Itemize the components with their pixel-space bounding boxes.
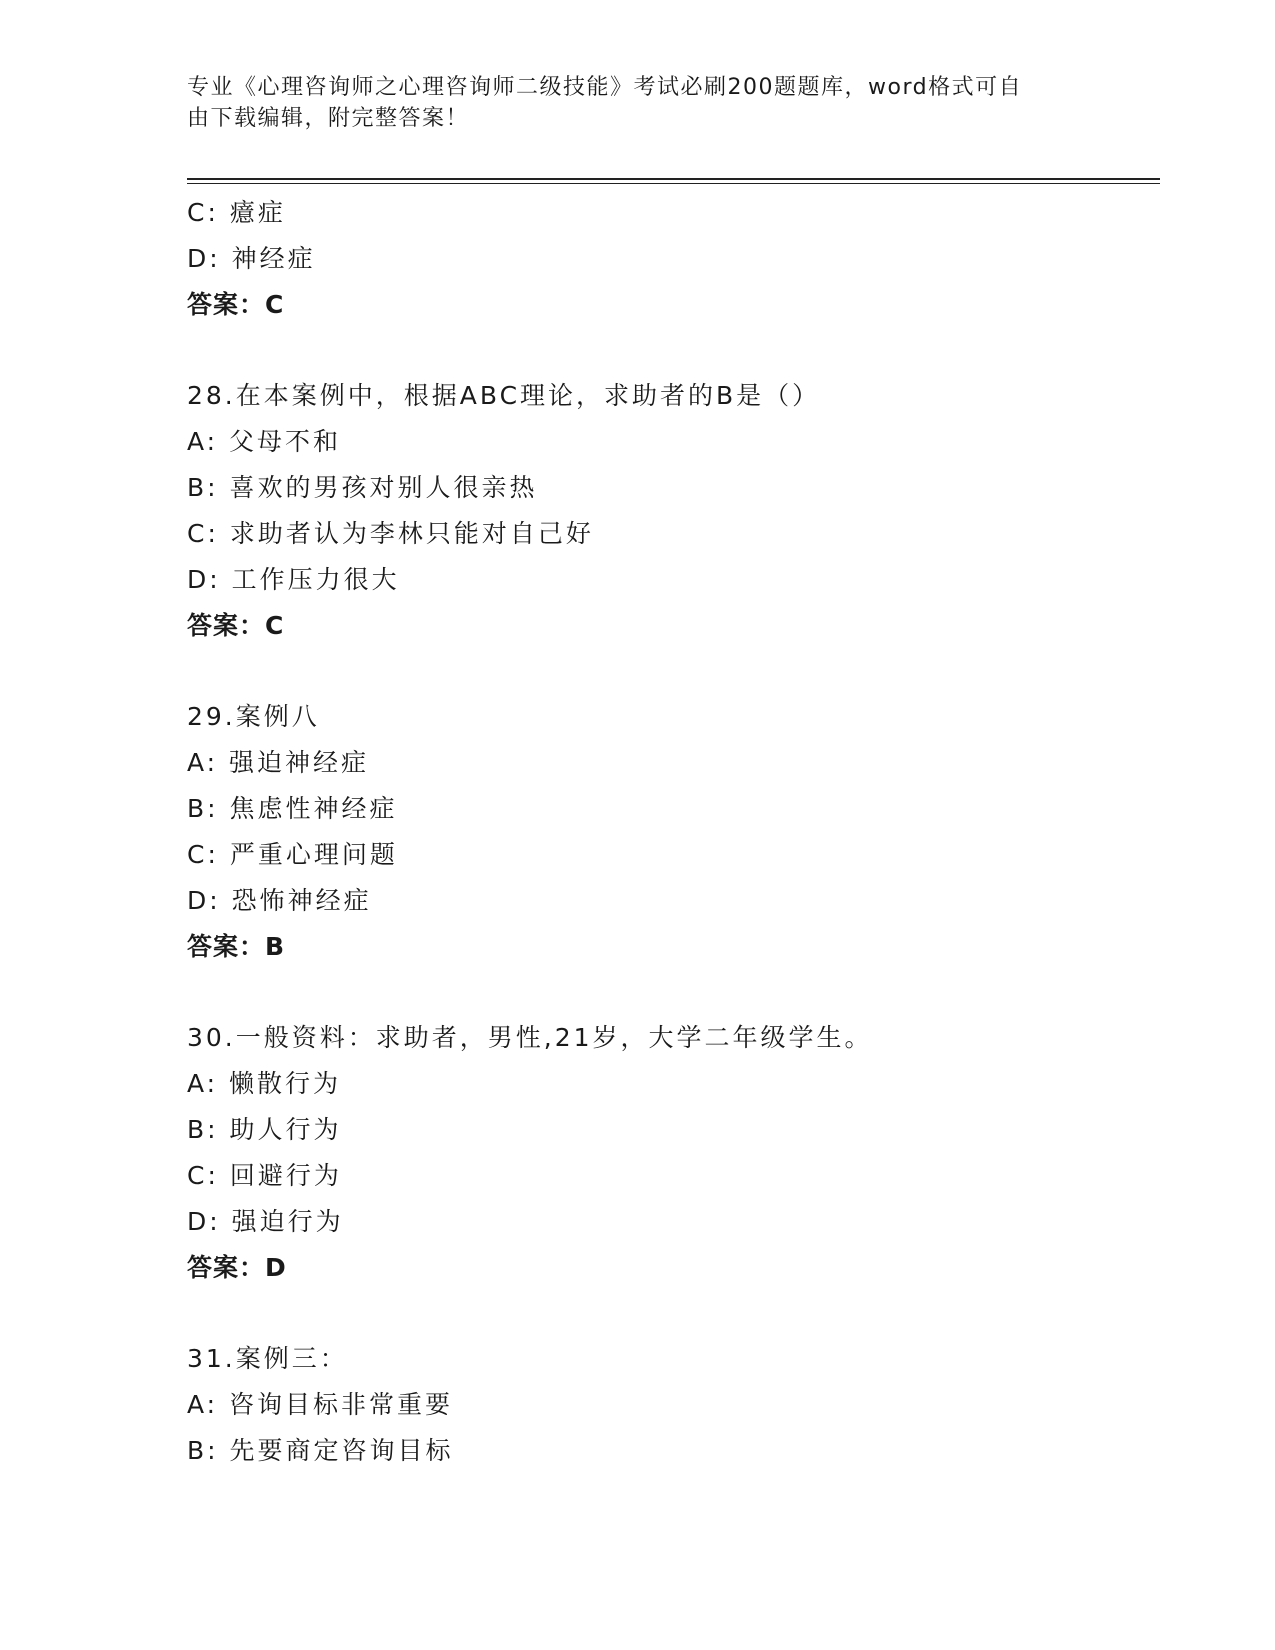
option-b	[187, 1428, 1147, 1474]
option-text: 癔症	[229, 198, 286, 227]
option-c	[187, 511, 1147, 557]
option-b	[187, 1107, 1147, 1153]
header-line-1: 专业《心理咨询师之心理咨询师二级技能》考试必刷200题题库，word格式可自	[187, 75, 1023, 100]
option-label: D:	[187, 244, 221, 273]
option-label: D:	[187, 1207, 221, 1236]
option-text: 咨询目标非常重要	[229, 1390, 454, 1419]
option-text: 神经症	[231, 244, 316, 273]
option-label: D:	[187, 565, 221, 594]
option-text: 懒散行为	[229, 1069, 342, 1098]
option-label: B:	[187, 794, 219, 823]
question-stem: 29.案例八	[187, 702, 320, 731]
option-a	[187, 740, 1147, 786]
option-text: 工作压力很大	[231, 565, 400, 594]
option-text: 先要商定咨询目标	[229, 1436, 454, 1465]
option-text: 父母不和	[229, 427, 342, 456]
option-b	[187, 786, 1147, 832]
answer-line: 答案：C	[187, 611, 285, 640]
option-label: C:	[187, 1161, 219, 1190]
option-text: 求助者认为李林只能对自己好	[229, 519, 594, 548]
option-text: 强迫神经症	[229, 748, 370, 777]
option-text: 强迫行为	[231, 1207, 344, 1236]
option-text: 严重心理问题	[229, 840, 398, 869]
header-line-2: 由下载编辑，附完整答案！	[187, 106, 470, 131]
question-31	[187, 1336, 1147, 1474]
option-b	[187, 465, 1147, 511]
option-label: B:	[187, 473, 219, 502]
option-label: D:	[187, 886, 221, 915]
answer-line: 答案：D	[187, 1253, 287, 1282]
option-label: C:	[187, 519, 219, 548]
question-29	[187, 694, 1147, 970]
option-d	[187, 878, 1147, 924]
option-label: A:	[187, 748, 219, 777]
option-label: B:	[187, 1115, 219, 1144]
question-list	[187, 190, 1147, 1474]
option-c	[187, 1153, 1147, 1199]
option-d	[187, 236, 1147, 282]
header-divider	[187, 178, 1160, 184]
option-text: 助人行为	[229, 1115, 342, 1144]
option-c	[187, 832, 1147, 878]
option-label: A:	[187, 427, 219, 456]
option-label: C:	[187, 840, 219, 869]
question-stem: 30.一般资料：求助者，男性,21岁，大学二年级学生。	[187, 1023, 873, 1052]
option-label: B:	[187, 1436, 219, 1465]
answer-line: 答案：B	[187, 932, 286, 961]
question-30	[187, 1015, 1147, 1291]
option-a	[187, 1382, 1147, 1428]
option-label: C:	[187, 198, 219, 227]
option-text: 焦虑性神经症	[229, 794, 398, 823]
option-a	[187, 419, 1147, 465]
question-28	[187, 373, 1147, 649]
option-d	[187, 557, 1147, 603]
option-label: A:	[187, 1069, 219, 1098]
option-a	[187, 1061, 1147, 1107]
option-text: 喜欢的男孩对别人很亲热	[229, 473, 538, 502]
answer-line: 答案：C	[187, 290, 285, 319]
question-stem: 31.案例三：	[187, 1344, 348, 1373]
document-header	[187, 72, 1067, 134]
option-text: 恐怖神经症	[231, 886, 372, 915]
question-stem: 28.在本案例中，根据ABC理论，求助者的B是（）	[187, 381, 821, 410]
option-d	[187, 1199, 1147, 1245]
question-fragment	[187, 190, 1147, 328]
option-c	[187, 190, 1147, 236]
option-label: A:	[187, 1390, 219, 1419]
option-text: 回避行为	[229, 1161, 342, 1190]
